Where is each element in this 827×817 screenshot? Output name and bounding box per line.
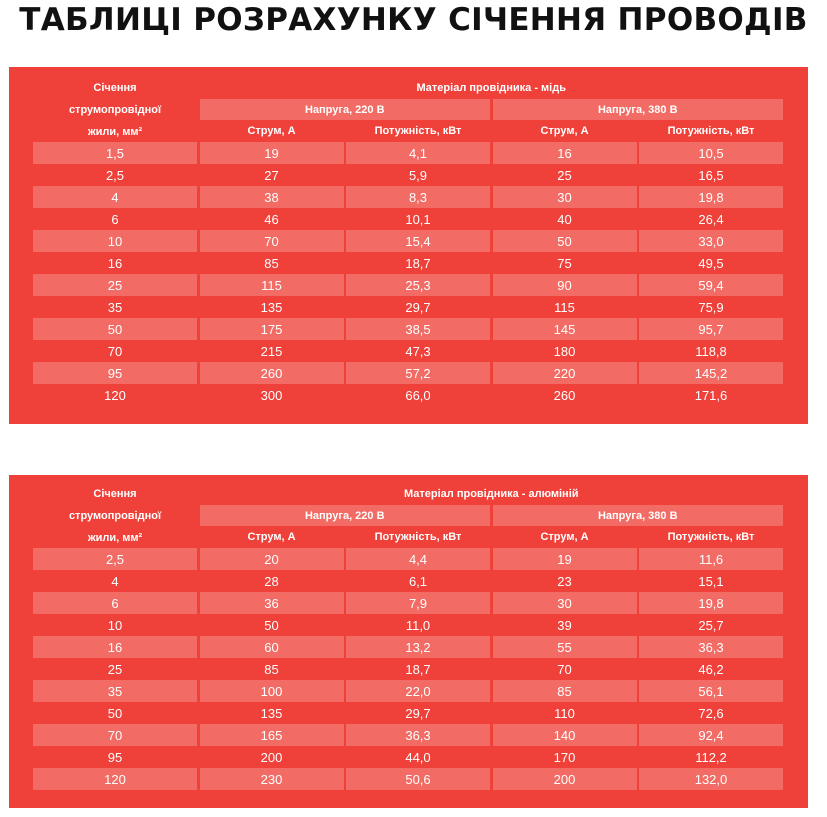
cross-section-cell: 25 — [33, 274, 197, 296]
current-220-cell: 135 — [260, 299, 283, 315]
power-380-cell: 11,6 — [639, 548, 783, 570]
current-220-cell: 19 — [200, 142, 344, 164]
cross-section-header-line: Січення — [93, 81, 137, 94]
material-header: Матеріал провідника - мідь — [416, 82, 566, 94]
cross-section-cell: 35 — [33, 680, 197, 702]
cross-section-cell: 16 — [107, 255, 123, 271]
power-220-cell: 8,3 — [346, 186, 490, 208]
power-220-cell: 29,7 — [405, 299, 431, 315]
current-380-cell: 260 — [553, 387, 576, 403]
cross-section-cell: 4 — [111, 573, 119, 589]
material-header: Матеріал провідника - алюміній — [403, 488, 579, 500]
current-380-cell: 200 — [493, 768, 637, 790]
current-380-cell: 75 — [557, 255, 572, 271]
cross-section-cell: 70 — [107, 343, 123, 359]
power-380-cell: 19,8 — [639, 592, 783, 614]
current-380-cell: 40 — [557, 211, 572, 227]
power-380-header: Потужність, кВт — [667, 531, 755, 543]
power-220-cell: 6,1 — [408, 573, 428, 589]
current-380-cell: 110 — [554, 705, 575, 721]
power-380-cell: 171,6 — [694, 387, 728, 403]
current-220-cell: 28 — [264, 573, 279, 589]
power-220-cell: 38,5 — [346, 318, 490, 340]
power-380-cell: 95,7 — [639, 318, 783, 340]
current-220-cell: 100 — [200, 680, 344, 702]
cross-section-header — [33, 483, 197, 548]
current-380-cell: 39 — [557, 617, 572, 633]
power-380-cell: 75,9 — [698, 299, 724, 315]
current-380-cell: 16 — [493, 142, 637, 164]
cross-section-cell: 50 — [107, 705, 123, 721]
power-380-cell: 36,3 — [639, 636, 783, 658]
power-220-cell: 47,3 — [405, 343, 431, 359]
current-380-cell: 170 — [553, 749, 576, 765]
cross-section-header — [33, 77, 197, 142]
power-380-cell: 25,7 — [698, 617, 724, 633]
power-380-cell: 19,8 — [639, 186, 783, 208]
current-380-cell: 115 — [554, 299, 575, 315]
current-220-cell: 230 — [200, 768, 344, 790]
power-220-cell: 57,2 — [346, 362, 490, 384]
cross-section-header-line: струмопровідної — [68, 509, 162, 522]
current-220-header: Струм, А — [247, 125, 296, 137]
current-220-cell: 38 — [200, 186, 344, 208]
power-220-cell: 4,1 — [346, 142, 490, 164]
current-220-cell: 85 — [264, 661, 279, 677]
power-380-cell: 72,6 — [698, 705, 724, 721]
current-220-cell: 50 — [264, 617, 279, 633]
current-380-cell: 30 — [493, 592, 637, 614]
cross-section-cell: 6 — [111, 211, 119, 227]
current-380-header: Струм, А — [540, 531, 589, 543]
current-380-cell: 140 — [493, 724, 637, 746]
cross-section-cell: 50 — [33, 318, 197, 340]
power-380-cell: 15,1 — [698, 573, 724, 589]
current-380-cell: 220 — [493, 362, 637, 384]
power-380-cell: 118,8 — [695, 343, 727, 359]
page-title: ТАБЛИЦІ РОЗРАХУНКУ СІЧЕННЯ ПРОВОДІВ — [19, 2, 808, 38]
cross-section-cell: 4 — [33, 186, 197, 208]
power-380-cell: 112,2 — [695, 749, 727, 765]
cross-section-header-line: Січення — [93, 487, 137, 500]
voltage-220-header: Напруга, 220 В — [200, 505, 491, 526]
cross-section-cell: 70 — [33, 724, 197, 746]
power-220-header: Потужність, кВт — [374, 531, 462, 543]
cross-section-cell: 2,5 — [105, 167, 125, 183]
current-220-cell: 135 — [260, 705, 283, 721]
power-380-cell: 49,5 — [698, 255, 724, 271]
power-380-cell: 59,4 — [639, 274, 783, 296]
current-220-cell: 260 — [200, 362, 344, 384]
cross-section-header-line: струмопровідної — [68, 103, 162, 116]
power-220-cell: 5,9 — [408, 167, 428, 183]
cross-section-cell: 10 — [33, 230, 197, 252]
power-380-cell: 33,0 — [639, 230, 783, 252]
current-220-cell: 60 — [200, 636, 344, 658]
cross-section-header-line: жили, мм² — [87, 531, 143, 544]
power-220-cell: 15,4 — [346, 230, 490, 252]
power-220-cell: 44,0 — [405, 749, 431, 765]
power-380-cell: 16,5 — [698, 167, 724, 183]
power-220-cell: 50,6 — [346, 768, 490, 790]
current-220-cell: 165 — [200, 724, 344, 746]
current-220-cell: 175 — [200, 318, 344, 340]
copper-table-panel — [9, 67, 808, 424]
current-380-cell: 55 — [493, 636, 637, 658]
copper-table — [33, 77, 791, 406]
power-220-cell: 22,0 — [346, 680, 490, 702]
voltage-220-header: Напруга, 220 В — [200, 99, 491, 120]
power-380-cell: 26,4 — [698, 211, 724, 227]
power-220-cell: 25,3 — [346, 274, 490, 296]
current-380-cell: 50 — [493, 230, 637, 252]
power-220-cell: 18,7 — [405, 661, 431, 677]
cross-section-header-line: жили, мм² — [87, 125, 143, 138]
cross-section-cell: 6 — [33, 592, 197, 614]
aluminum-table — [33, 483, 791, 790]
current-220-cell: 20 — [200, 548, 344, 570]
power-220-cell: 29,7 — [405, 705, 431, 721]
cross-section-cell: 95 — [107, 749, 123, 765]
power-380-cell: 145,2 — [639, 362, 783, 384]
power-220-cell: 18,7 — [405, 255, 431, 271]
current-220-cell: 27 — [264, 167, 279, 183]
current-220-cell: 36 — [200, 592, 344, 614]
aluminum-table-panel — [9, 475, 808, 808]
current-220-cell: 46 — [264, 211, 279, 227]
power-220-cell: 13,2 — [346, 636, 490, 658]
current-380-cell: 25 — [557, 167, 572, 183]
power-380-cell: 56,1 — [639, 680, 783, 702]
current-380-cell: 30 — [493, 186, 637, 208]
cross-section-cell: 120 — [104, 387, 126, 403]
current-220-cell: 215 — [260, 343, 283, 359]
current-380-header: Струм, А — [540, 125, 589, 137]
current-220-cell: 300 — [260, 387, 283, 403]
cross-section-cell: 16 — [33, 636, 197, 658]
cross-section-cell: 1,5 — [33, 142, 197, 164]
cross-section-cell: 10 — [107, 617, 123, 633]
power-220-cell: 4,4 — [346, 548, 490, 570]
current-220-cell: 70 — [200, 230, 344, 252]
power-220-cell: 66,0 — [405, 387, 431, 403]
current-220-cell: 85 — [264, 255, 279, 271]
power-380-header: Потужність, кВт — [667, 125, 755, 137]
cross-section-cell: 2,5 — [33, 548, 197, 570]
cross-section-cell: 95 — [33, 362, 197, 384]
current-220-cell: 200 — [260, 749, 283, 765]
power-380-cell: 46,2 — [698, 661, 724, 677]
power-380-cell: 10,5 — [639, 142, 783, 164]
current-380-cell: 23 — [557, 573, 572, 589]
power-380-cell: 92,4 — [639, 724, 783, 746]
power-220-cell: 11,0 — [405, 617, 431, 633]
current-380-cell: 70 — [557, 661, 572, 677]
power-380-cell: 132,0 — [639, 768, 783, 790]
cross-section-cell: 35 — [107, 299, 123, 315]
current-380-cell: 180 — [553, 343, 576, 359]
power-220-header: Потужність, кВт — [374, 125, 462, 137]
cross-section-cell: 25 — [107, 661, 123, 677]
current-220-cell: 115 — [200, 274, 344, 296]
voltage-380-header: Напруга, 380 В — [493, 505, 784, 526]
current-380-cell: 19 — [493, 548, 637, 570]
current-380-cell: 85 — [493, 680, 637, 702]
power-220-cell: 36,3 — [346, 724, 490, 746]
power-220-cell: 7,9 — [346, 592, 490, 614]
current-380-cell: 145 — [493, 318, 637, 340]
voltage-380-header: Напруга, 380 В — [493, 99, 784, 120]
power-220-cell: 10,1 — [405, 211, 431, 227]
current-380-cell: 90 — [493, 274, 637, 296]
current-220-header: Струм, А — [247, 531, 296, 543]
cross-section-cell: 120 — [33, 768, 197, 790]
